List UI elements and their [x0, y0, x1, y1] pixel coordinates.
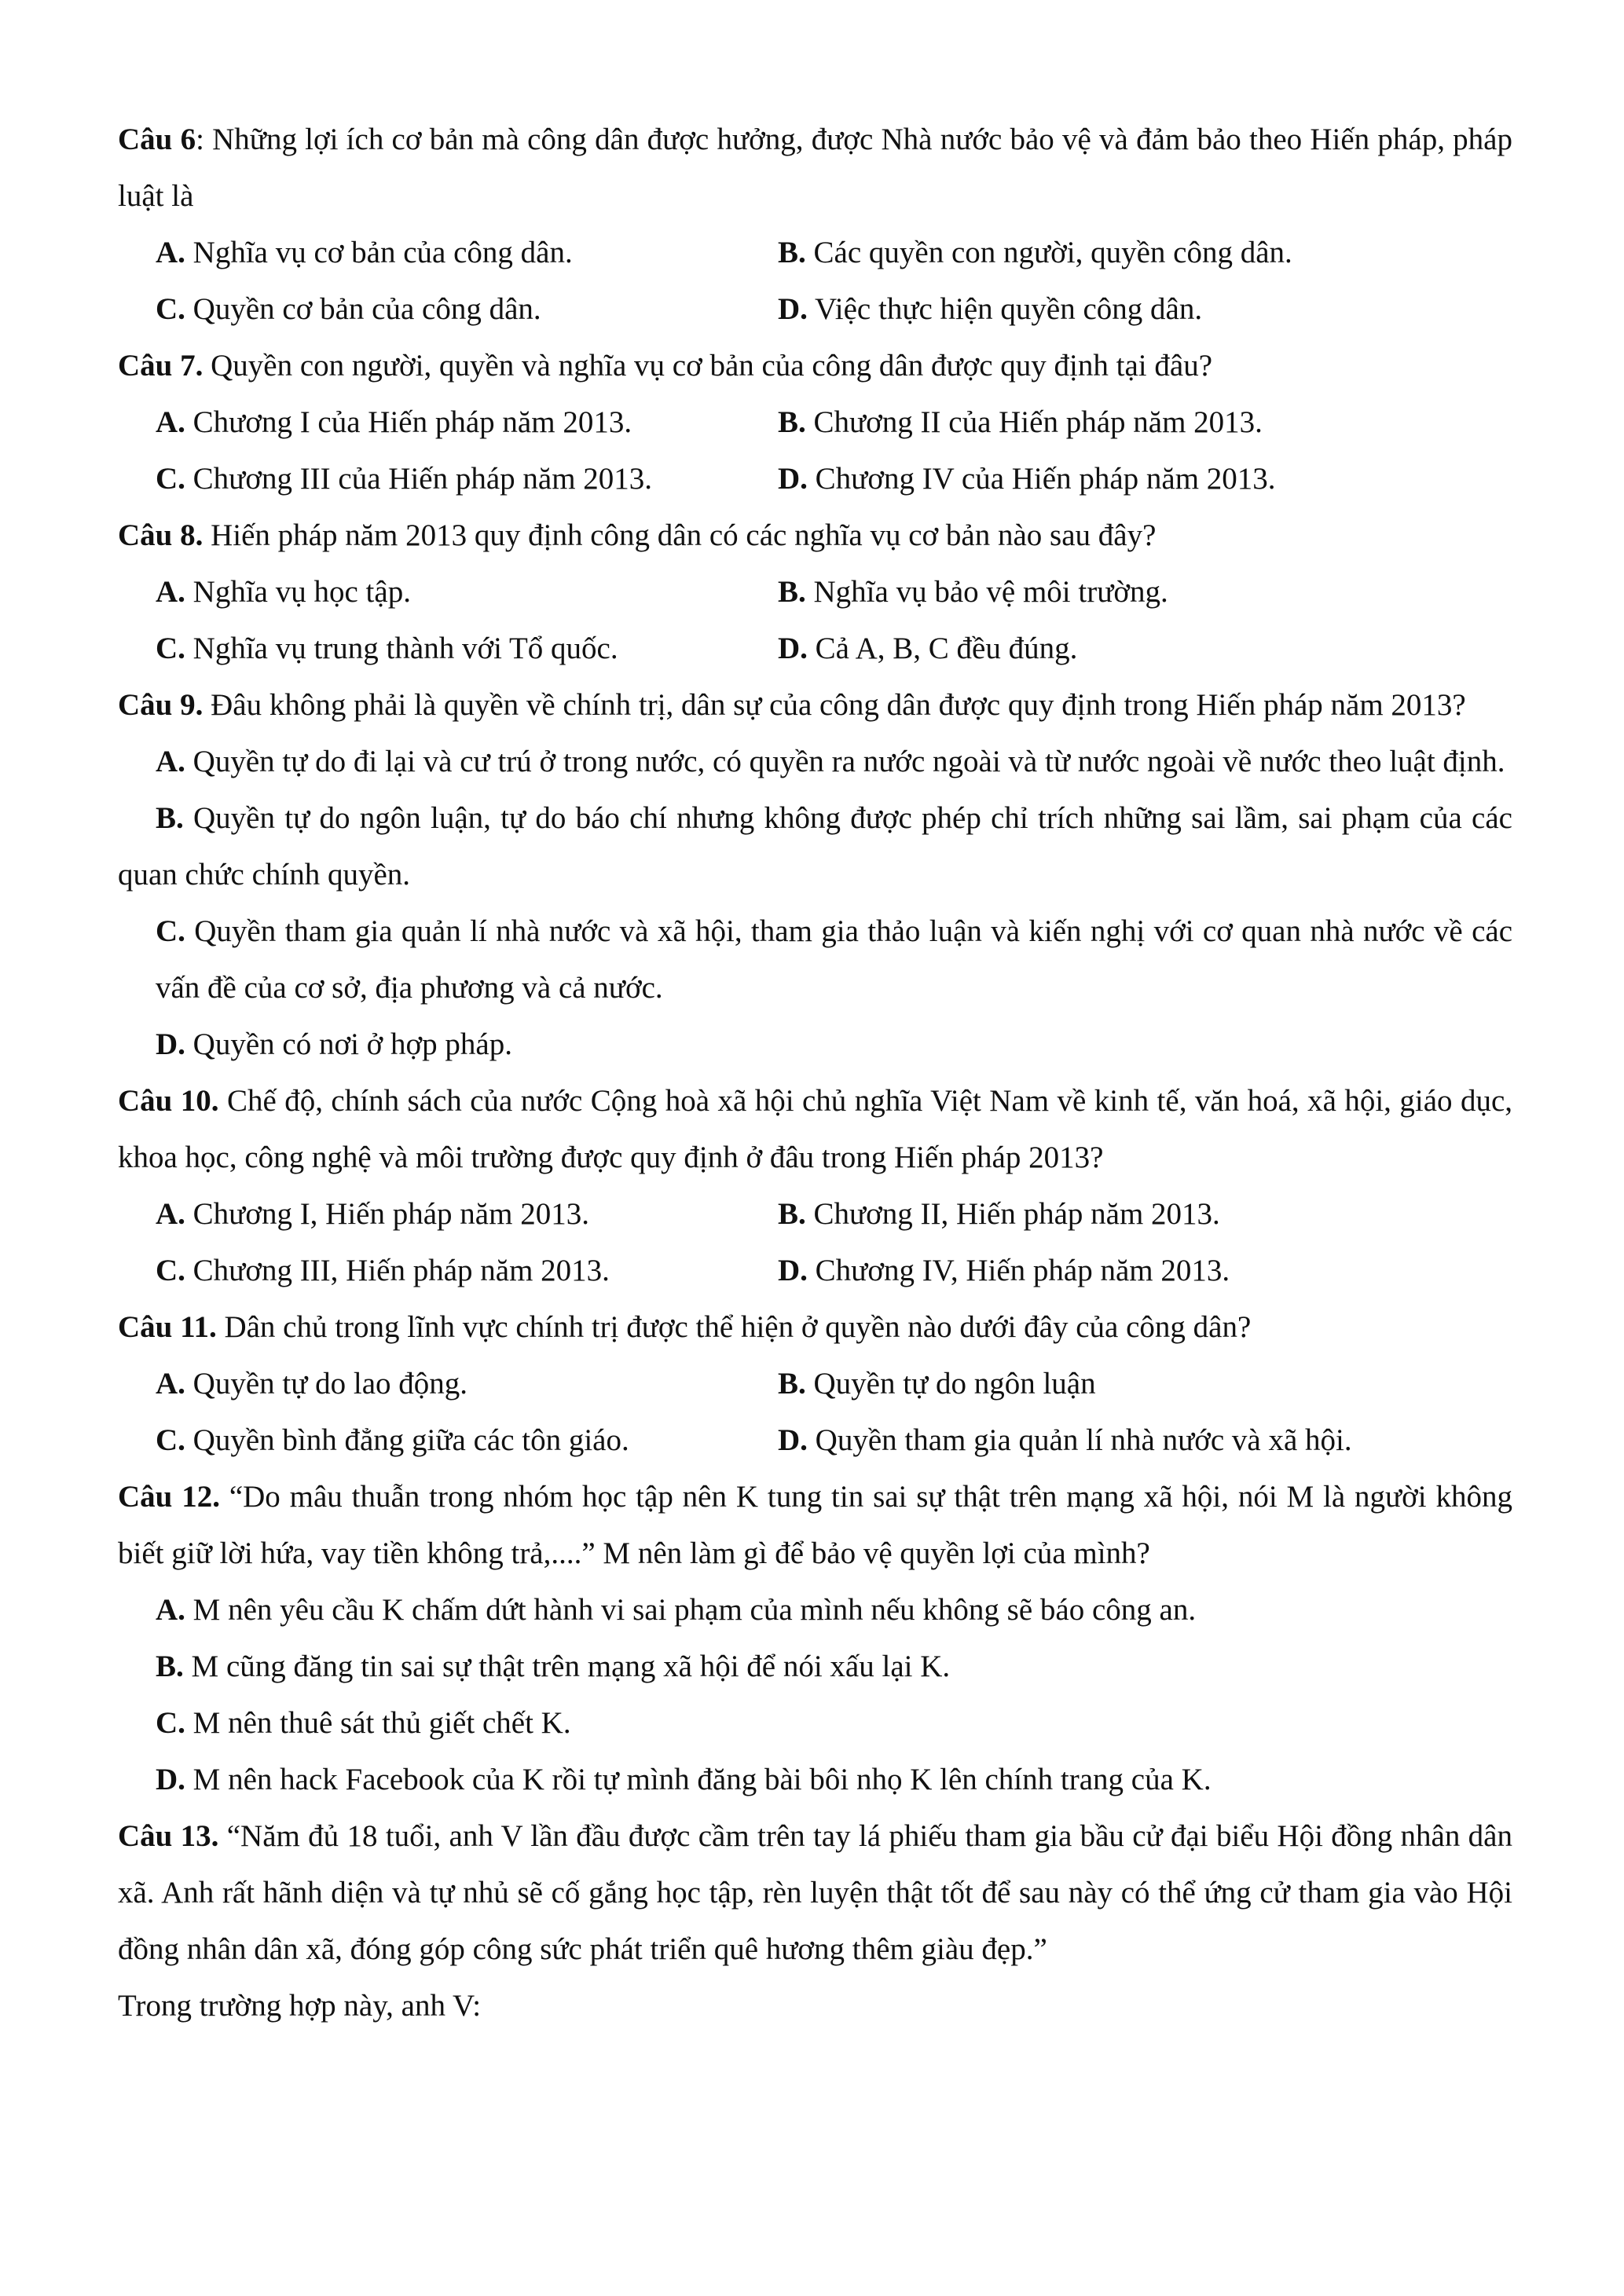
option-text: Quyền tham gia quản lí nhà nước và xã hội.	[807, 1423, 1352, 1457]
question-text: Quyền con người, quyền và nghĩa vụ cơ bản của công dân được quy định tại đâu?	[211, 349, 1212, 383]
question-separator	[219, 1084, 227, 1118]
question-number: Câu 13.	[118, 1819, 219, 1853]
option-label: C.	[156, 914, 185, 948]
option-text: Chương III, Hiến pháp năm 2013.	[185, 1254, 610, 1287]
option-a	[156, 225, 778, 281]
option-label: A.	[156, 1593, 185, 1627]
option-text: M nên yêu cầu K chấm dứt hành vi sai phạm của mình nếu không sẽ báo công an.	[185, 1593, 1197, 1627]
option-c	[156, 1412, 778, 1469]
option-text: M nên thuê sát thủ giết chết K.	[185, 1706, 571, 1740]
option-row	[118, 1186, 1512, 1243]
option-text: Quyền tự do ngôn luận, tự do báo chí nhưng không được phép chỉ trích những sai lầm, sai phạm của các quan chức chính quyền.	[118, 801, 1512, 892]
option-row	[118, 451, 1512, 507]
option-label: A.	[156, 745, 185, 778]
question-separator: :	[196, 123, 213, 156]
option-d	[778, 621, 1077, 677]
option-label: B.	[156, 1650, 184, 1683]
question-text: Những lợi ích cơ bản mà công dân được hưởng, được Nhà nước bảo vệ và đảm bảo theo Hiến pháp, pháp luật là	[118, 123, 1512, 213]
option-label: A.	[156, 1197, 185, 1231]
option-label: C.	[156, 1706, 185, 1740]
option-b	[778, 1356, 1096, 1412]
option-text: Quyền cơ bản của công dân.	[185, 292, 541, 326]
option-label: D.	[778, 292, 808, 326]
option-text: Chương I của Hiến pháp năm 2013.	[185, 405, 632, 439]
option-text: Chương II của Hiến pháp năm 2013.	[805, 405, 1263, 439]
option-d	[778, 1412, 1352, 1469]
question-text: Đâu không phải là quyền về chính trị, dân sự của công dân được quy định trong Hiến pháp năm 2013?	[211, 688, 1466, 722]
option-text: Cả A, B, C đều đúng.	[807, 632, 1078, 665]
option-label: D.	[778, 1423, 808, 1457]
question-text: Dân chủ trong lĩnh vực chính trị được thể hiện ở quyền nào dưới đây của công dân?	[224, 1310, 1252, 1344]
option-text: Chương II, Hiến pháp năm 2013.	[805, 1197, 1220, 1231]
option-label: C.	[156, 632, 185, 665]
option-text: Quyền tự do ngôn luận	[805, 1367, 1096, 1401]
option-label: D.	[778, 1254, 808, 1287]
option-label: D.	[778, 462, 808, 496]
question-12	[118, 1469, 1512, 1582]
option-d	[156, 1752, 1512, 1808]
option-text: M cũng đăng tin sai sự thật trên mạng xã hội để nói xấu lại K.	[183, 1650, 951, 1683]
question-11	[118, 1299, 1512, 1356]
option-text: Quyền tự do đi lại và cư trú ở trong nước, có quyền ra nước ngoài và từ nước ngoài về nước theo luật định.	[185, 745, 1505, 778]
question-number: Câu 9.	[118, 688, 203, 722]
option-b	[156, 1639, 1512, 1695]
option-row	[118, 564, 1512, 621]
option-c	[156, 1695, 1512, 1752]
option-text: Chương I, Hiến pháp năm 2013.	[185, 1197, 589, 1231]
option-b	[778, 1186, 1220, 1243]
option-label: A.	[156, 236, 185, 269]
question-text: Chế độ, chính sách của nước Cộng hoà xã hội chủ nghĩa Việt Nam về kinh tế, văn hoá, xã hội, giáo dục, khoa học, công nghệ và môi trường được quy định ở đâu trong Hiến pháp 2013?	[118, 1084, 1513, 1174]
option-label: C.	[156, 1254, 185, 1287]
option-label: A.	[156, 575, 185, 609]
option-text: Chương III của Hiến pháp năm 2013.	[185, 462, 653, 496]
option-d	[778, 451, 1276, 507]
option-label: C.	[156, 462, 185, 496]
question-text: “Năm đủ 18 tuổi, anh V lần đầu được cầm trên tay lá phiếu tham gia bầu cử đại biểu Hội đồng nhân dân xã. Anh rất hãnh diện và tự nhủ sẽ cố gắng học tập, rèn luyện thật tốt để sau này có thể ứng cử tham gia vào Hội đồng nhân dân xã, đóng góp công sức phát triển quê hương thêm giàu đẹp.”	[118, 1819, 1512, 1966]
option-label: A.	[156, 405, 185, 439]
option-d	[778, 1243, 1230, 1299]
question-number: Câu 11.	[118, 1310, 217, 1344]
question-number: Câu 12.	[118, 1480, 220, 1514]
option-text: Các quyền con người, quyền công dân.	[805, 236, 1292, 269]
option-text: M nên hack Facebook của K rồi tự mình đăng bài bôi nhọ K lên chính trang của K.	[185, 1763, 1212, 1796]
option-c	[156, 1243, 778, 1299]
option-c	[156, 621, 778, 677]
option-a	[156, 1356, 778, 1412]
question-6	[118, 112, 1512, 225]
option-row	[118, 1356, 1512, 1412]
option-text: Nghĩa vụ trung thành với Tổ quốc.	[185, 632, 618, 665]
option-row	[118, 394, 1512, 451]
option-text: Nghĩa vụ học tập.	[185, 575, 411, 609]
option-b	[778, 564, 1168, 621]
option-label: D.	[156, 1763, 185, 1796]
option-label: B.	[778, 1367, 806, 1401]
option-text: Quyền tham gia quản lí nhà nước và xã hội, tham gia thảo luận và kiến nghị với cơ quan nhà nước về các vấn đề của cơ sở, địa phương và cả nước.	[156, 914, 1512, 1005]
option-row	[118, 281, 1512, 338]
question-separator	[217, 1310, 225, 1344]
option-a	[156, 564, 778, 621]
option-label: B.	[156, 801, 184, 835]
option-text: Chương IV của Hiến pháp năm 2013.	[807, 462, 1276, 496]
option-label: D.	[778, 632, 808, 665]
question-number: Câu 8.	[118, 518, 203, 552]
option-b	[778, 225, 1292, 281]
option-text: Nghĩa vụ cơ bản của công dân.	[185, 236, 573, 269]
option-label: C.	[156, 292, 185, 326]
option-label: B.	[778, 405, 806, 439]
option-text: Chương IV, Hiến pháp năm 2013.	[807, 1254, 1230, 1287]
question-separator	[218, 1819, 226, 1853]
question-text: Hiến pháp năm 2013 quy định công dân có các nghĩa vụ cơ bản nào sau đây?	[211, 518, 1157, 552]
option-text: Quyền có nơi ở hợp pháp.	[185, 1027, 512, 1061]
option-label: B.	[778, 236, 806, 269]
option-text: Nghĩa vụ bảo vệ môi trường.	[805, 575, 1168, 609]
option-label: D.	[156, 1027, 185, 1061]
question-separator	[220, 1480, 229, 1514]
option-c	[156, 451, 778, 507]
question-number: Câu 6	[118, 123, 196, 156]
question-text: “Do mâu thuẫn trong nhóm học tập nên K tung tin sai sự thật trên mạng xã hội, nói M là người không biết giữ lời hứa, vay tiền không trả,....” M nên làm gì để bảo vệ quyền lợi của mình?	[118, 1480, 1512, 1570]
question-13	[118, 1808, 1512, 1978]
option-label: C.	[156, 1423, 185, 1457]
option-row	[118, 225, 1512, 281]
option-label: B.	[778, 1197, 806, 1231]
question-7	[118, 338, 1512, 394]
option-d	[778, 281, 1202, 338]
option-row	[118, 621, 1512, 677]
question-10	[118, 1073, 1512, 1186]
option-row	[118, 1412, 1512, 1469]
option-row	[118, 1243, 1512, 1299]
option-text: Quyền bình đẳng giữa các tôn giáo.	[185, 1423, 629, 1457]
question-separator	[203, 349, 211, 383]
option-label: B.	[778, 575, 806, 609]
question-separator	[203, 518, 211, 552]
question-followup: Trong trường hợp này, anh V:	[118, 1989, 482, 2023]
question-9	[118, 677, 1512, 734]
option-d	[156, 1016, 1512, 1073]
option-c	[156, 281, 778, 338]
question-separator	[203, 688, 211, 722]
option-c	[156, 903, 1512, 1016]
option-text: Việc thực hiện quyền công dân.	[807, 292, 1203, 326]
option-label: A.	[156, 1367, 185, 1401]
option-b	[778, 394, 1263, 451]
option-a	[156, 394, 778, 451]
option-a	[156, 734, 1512, 790]
option-a	[156, 1582, 1512, 1639]
option-b	[118, 790, 1512, 903]
option-a	[156, 1186, 778, 1243]
question-number: Câu 7.	[118, 349, 203, 383]
question-number: Câu 10.	[118, 1084, 219, 1118]
option-text: Quyền tự do lao động.	[185, 1367, 468, 1401]
question-8	[118, 507, 1512, 564]
